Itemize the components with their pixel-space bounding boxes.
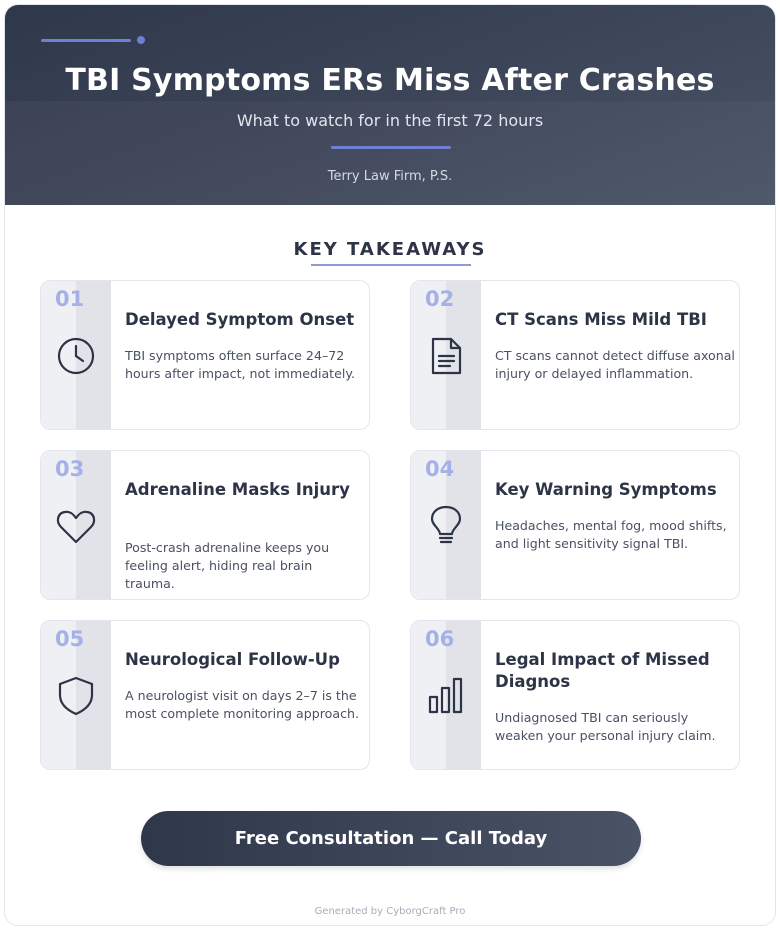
card-body: Post-crash adrenaline keeps you feeling alert, hiding real brain trauma. bbox=[125, 540, 330, 591]
card-title: Delayed Symptom Onset bbox=[125, 310, 355, 329]
card-body: Undiagnosed TBI can seriously weaken your personal injury claim. bbox=[495, 710, 716, 743]
takeaway-card-3 bbox=[40, 450, 370, 600]
clock-icon bbox=[55, 335, 97, 377]
heart-icon bbox=[55, 505, 97, 547]
card-title: Neurological Follow-Up bbox=[125, 650, 340, 669]
section-title: KEY TAKEAWAYS bbox=[293, 239, 487, 260]
document-icon bbox=[425, 335, 467, 377]
lightbulb-icon bbox=[425, 505, 467, 547]
header-divider bbox=[331, 146, 451, 149]
card-number: 06 bbox=[425, 627, 455, 651]
shield-icon bbox=[55, 675, 97, 717]
card-title: CT Scans Miss Mild TBI bbox=[495, 310, 707, 329]
card-number: 03 bbox=[55, 457, 85, 481]
card-number: 04 bbox=[425, 457, 455, 481]
card-title: Legal Impact of Missed Diagnos bbox=[495, 650, 710, 691]
decorative-line bbox=[41, 39, 131, 42]
free-consultation-button[interactable]: Free Consultation — Call Today bbox=[141, 811, 641, 866]
footer-credit: Generated by CyborgCraft Pro bbox=[314, 906, 466, 917]
decorative-dot bbox=[137, 36, 145, 44]
card-title: Adrenaline Masks Injury bbox=[125, 480, 350, 499]
card-body: TBI symptoms often surface 24–72 hours after impact, not immediately. bbox=[125, 348, 356, 381]
card-body: A neurologist visit on days 2–7 is the most complete monitoring approach. bbox=[125, 688, 359, 721]
takeaway-card-2 bbox=[410, 280, 740, 430]
bar-chart-icon bbox=[425, 675, 467, 717]
infographic-frame bbox=[4, 4, 776, 926]
page-title: TBI Symptoms ERs Miss After Crashes bbox=[65, 63, 715, 98]
firm-name: Terry Law Firm, P.S. bbox=[327, 169, 453, 184]
card-number: 02 bbox=[425, 287, 455, 311]
card-title: Key Warning Symptoms bbox=[495, 480, 717, 499]
takeaway-card-4 bbox=[410, 450, 740, 600]
card-number: 05 bbox=[55, 627, 85, 651]
card-body: CT scans cannot detect diffuse axonal injury or delayed inflammation. bbox=[495, 348, 735, 381]
takeaway-card-5 bbox=[40, 620, 370, 770]
header-banner bbox=[5, 5, 775, 205]
card-body: Headaches, mental fog, mood shifts, and light sensitivity signal TBI. bbox=[495, 518, 727, 551]
section-underline bbox=[311, 264, 471, 266]
page-subtitle: What to watch for in the first 72 hours bbox=[236, 111, 544, 130]
takeaway-card-6 bbox=[410, 620, 740, 770]
takeaway-card-1 bbox=[40, 280, 370, 430]
card-number: 01 bbox=[55, 287, 85, 311]
